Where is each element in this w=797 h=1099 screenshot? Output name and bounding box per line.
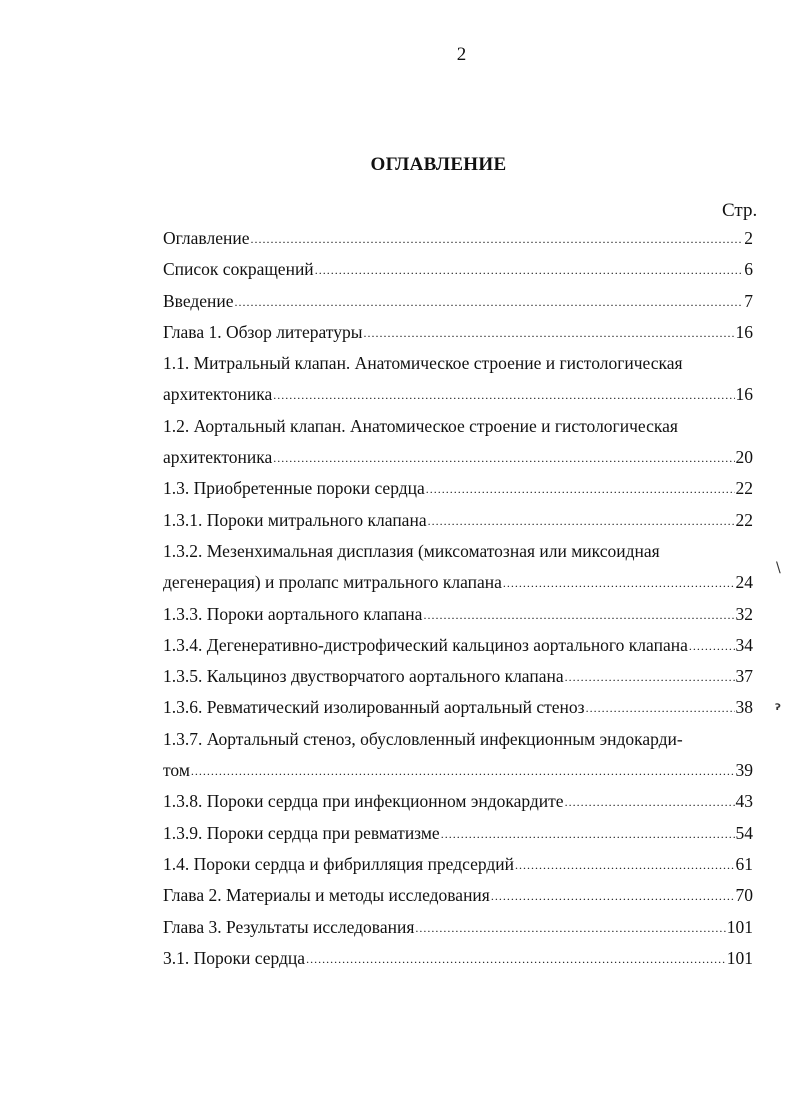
toc-entry-title: том — [163, 760, 190, 781]
toc-entry-title: дегенерация) и пролапс митрального клапана — [163, 572, 502, 593]
toc-leader-dots — [273, 389, 734, 401]
toc-entry-title: 1.3. Приобретенные пороки сердца — [163, 478, 425, 499]
toc-leader-dots — [363, 327, 734, 339]
toc-entry-title: 1.2. Аортальный клапан. Анатомическое строение и гистологическая — [163, 415, 678, 436]
toc-entry-page: 38 — [735, 697, 753, 718]
toc-entry — [163, 760, 753, 791]
toc-leader-dots — [689, 640, 735, 652]
toc-entry-title: 3.1. Пороки сердца — [163, 947, 306, 968]
toc-leader-dots — [250, 233, 743, 245]
toc-entry-title: 1.3.8. Пороки сердца при инфекционном эндокардите — [163, 791, 564, 812]
toc-entry-page: 24 — [735, 572, 753, 593]
toc-entry-page: 101 — [726, 947, 753, 968]
toc-entry-page: 39 — [735, 760, 753, 781]
toc-entry-title: Оглавление — [163, 228, 250, 248]
scan-mark: ˀ — [775, 700, 781, 719]
toc-entry — [163, 823, 753, 854]
toc-leader-dots — [423, 609, 734, 621]
toc-entry — [163, 572, 753, 603]
toc-leader-dots — [491, 890, 735, 902]
toc-entry — [163, 384, 753, 415]
page-title: ОГЛАВЛЕНИЕ — [370, 154, 507, 175]
toc-entry-page: 22 — [735, 509, 753, 530]
toc-entry-title: Введение — [163, 290, 234, 311]
toc-leader-dots — [565, 671, 735, 683]
toc-entry-page: 6 — [744, 259, 753, 280]
toc-entry-page: 43 — [735, 791, 753, 812]
toc-entry — [163, 666, 753, 697]
toc-entry — [163, 228, 753, 259]
toc-entry-page: 22 — [735, 478, 753, 499]
toc-leader-dots — [191, 765, 735, 777]
toc-entry-page: 7 — [744, 290, 753, 311]
toc-entry — [163, 447, 753, 478]
toc-entry — [163, 416, 753, 447]
toc-entry-page: 34 — [735, 634, 753, 655]
table-of-contents — [163, 228, 753, 979]
toc-leader-dots — [515, 859, 734, 871]
toc-entry-title: Глава 1. Обзор литературы — [163, 321, 363, 342]
toc-entry-title: архитектоника — [163, 447, 273, 468]
toc-entry — [163, 353, 753, 384]
toc-entry-page: 32 — [735, 603, 753, 624]
toc-entry-title: 1.1. Митральный клапан. Анатомическое строение и гистологическая — [163, 353, 683, 374]
toc-leader-dots — [565, 796, 735, 808]
toc-entry — [163, 885, 753, 916]
toc-entry-page: 101 — [726, 916, 753, 937]
toc-leader-dots — [306, 953, 726, 965]
toc-entry-page: 20 — [735, 447, 753, 468]
toc-entry — [163, 854, 753, 885]
toc-entry — [163, 697, 753, 728]
scan-mark: \ — [776, 560, 781, 576]
toc-leader-dots — [428, 515, 735, 527]
toc-entry-title: 1.4. Пороки сердца и фибрилляция предсердий — [163, 853, 515, 874]
toc-entry — [163, 291, 753, 322]
toc-leader-dots — [586, 702, 735, 714]
toc-entry-title: 1.3.1. Пороки митрального клапана — [163, 509, 427, 530]
toc-entry-title: 1.3.6. Ревматический изолированный аортальный стеноз — [163, 697, 585, 718]
toc-leader-dots — [315, 264, 744, 276]
toc-entry — [163, 322, 753, 353]
toc-leader-dots — [503, 577, 735, 589]
toc-entry — [163, 541, 753, 572]
toc-entry-title: 1.3.2. Мезенхимальная дисплазия (миксоматозная или миксоидная — [163, 540, 660, 561]
toc-entry — [163, 729, 753, 760]
toc-entry — [163, 948, 753, 979]
toc-entry — [163, 635, 753, 666]
toc-leader-dots — [235, 296, 744, 308]
toc-entry — [163, 604, 753, 635]
toc-entry-page: 70 — [735, 885, 753, 906]
toc-entry-title: 1.3.5. Кальциноз двустворчатого аортального клапана — [163, 666, 564, 687]
toc-entry — [163, 510, 753, 541]
page-number: 2 — [456, 44, 467, 65]
toc-entry — [163, 478, 753, 509]
toc-entry-page: 2 — [744, 228, 753, 248]
toc-entry — [163, 259, 753, 290]
toc-entry — [163, 791, 753, 822]
toc-entry-title: архитектоника — [163, 384, 273, 405]
toc-entry-title: 1.3.4. Дегенеративно-дистрофический кальциноз аортального клапана — [163, 634, 688, 655]
toc-entry-page: 16 — [735, 384, 753, 405]
toc-entry — [163, 917, 753, 948]
toc-leader-dots — [426, 483, 735, 495]
toc-leader-dots — [273, 452, 734, 464]
toc-entry-page: 61 — [735, 853, 753, 874]
toc-entry-title: Список сокращений — [163, 259, 314, 280]
toc-entry-title: 1.3.3. Пороки аортального клапана — [163, 603, 423, 624]
toc-leader-dots — [415, 922, 725, 934]
page-column-label: Стр. — [722, 200, 758, 221]
toc-entry-page: 37 — [735, 666, 753, 687]
toc-entry-title: Глава 3. Результаты исследования — [163, 916, 415, 937]
toc-entry-page: 16 — [735, 321, 753, 342]
toc-entry-title: 1.3.7. Аортальный стеноз, обусловленный инфекционным эндокарди- — [163, 728, 683, 749]
toc-leader-dots — [441, 828, 735, 840]
toc-entry-title: Глава 2. Материалы и методы исследования — [163, 885, 490, 906]
toc-entry-title: 1.3.9. Пороки сердца при ревматизме — [163, 822, 440, 843]
toc-entry-page: 54 — [735, 822, 753, 843]
